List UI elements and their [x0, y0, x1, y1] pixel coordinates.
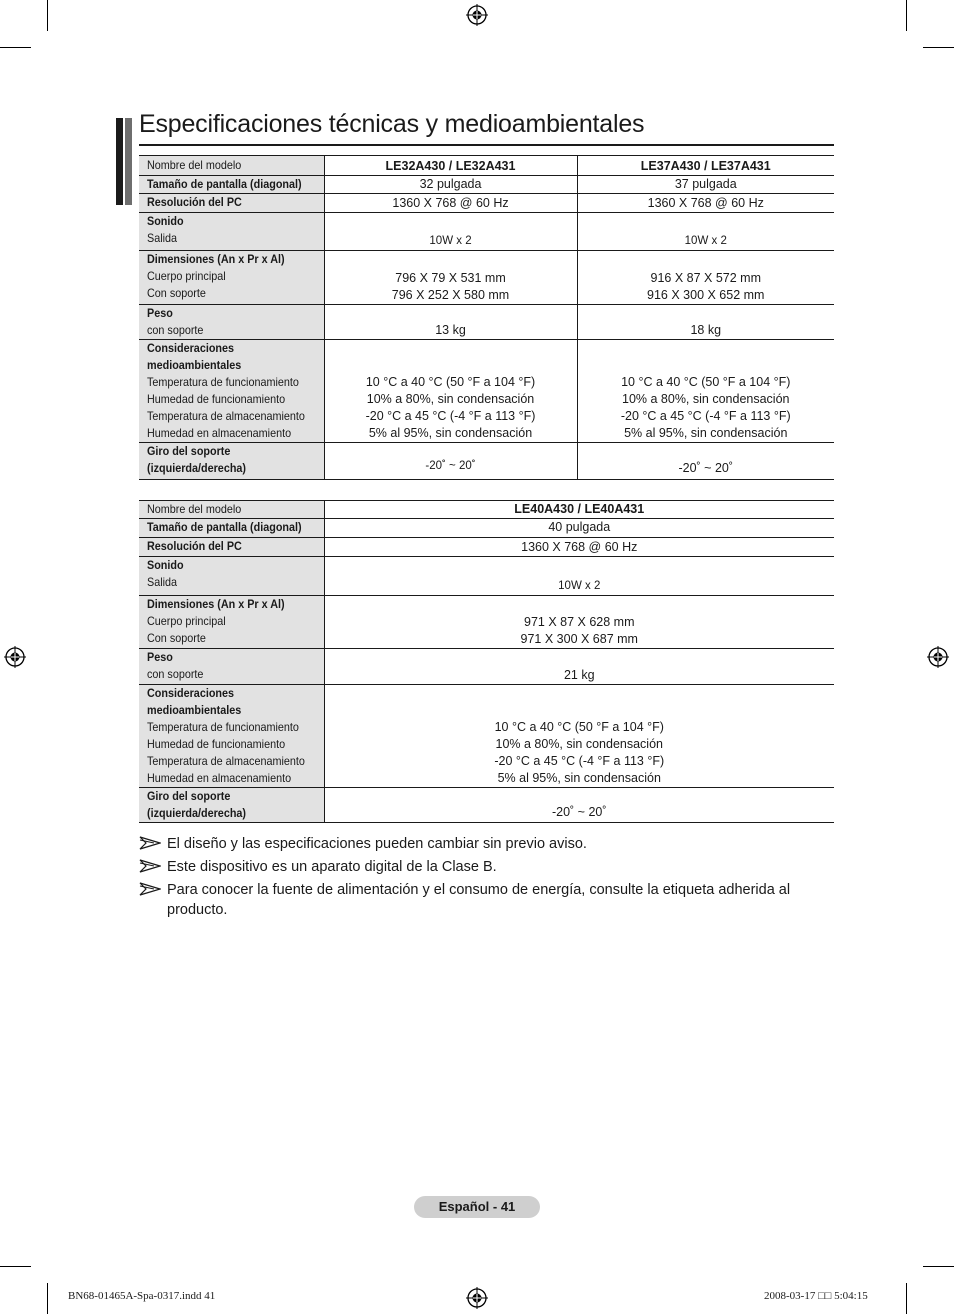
value-line: 5% al 95%, sin condensación [368, 426, 533, 440]
table-row [139, 649, 834, 685]
row-label-model: Nombre del modelo [147, 158, 242, 172]
row-label-swivel: (izquierda/derecha) [147, 806, 247, 820]
print-slug-file: BN68-01465A-Spa-0317.indd 41 [68, 1290, 216, 1302]
row-label-weight: Peso [147, 306, 173, 320]
row-label-screen-size: Tamaño de pantalla (diagonal) [147, 177, 302, 191]
table-row [139, 788, 834, 823]
row-sublabel: Temperatura de almacenamiento [147, 754, 305, 768]
value-line: 5% al 95%, sin condensación [624, 426, 788, 440]
value-line: 796 X 252 X 580 mm [391, 288, 510, 302]
row-label-pc-resolution: Resolución del PC [147, 539, 242, 553]
value-line: 796 X 79 X 531 mm [395, 271, 506, 285]
value-cell: 18 kg [577, 305, 834, 340]
row-label-model: Nombre del modelo [147, 502, 242, 516]
value-line: 10% a 80%, sin condensación [366, 392, 535, 406]
value-line: 10% a 80%, sin condensación [495, 737, 663, 751]
row-sublabel: Humedad de funcionamiento [147, 737, 286, 751]
row-label-environment: Consideraciones [147, 686, 235, 700]
value-cell: 32 pulgada [324, 176, 577, 194]
row-label-dimensions: Dimensiones (An x Pr x Al) [147, 597, 285, 611]
value-cell: 40 pulgada [324, 519, 834, 538]
table-row [139, 194, 834, 213]
table-row [139, 538, 834, 557]
row-label-swivel: Giro del soporte [147, 444, 231, 458]
value-line: 10 °C a 40 °C (50 °F a 104 °F) [621, 375, 791, 389]
table-row [139, 251, 834, 305]
row-sublabel: Humedad de funcionamiento [147, 392, 286, 406]
value-cell: 10W x 2 [324, 213, 577, 251]
registration-mark-icon [466, 1287, 488, 1309]
spec-table-1 [139, 155, 834, 480]
row-label-screen-size: Tamaño de pantalla (diagonal) [147, 520, 302, 534]
value-line: 10 °C a 40 °C (50 °F a 104 °F) [365, 375, 536, 389]
table-row [139, 156, 834, 176]
row-sublabel: Con soporte [147, 631, 206, 645]
table-row [139, 685, 834, 788]
arrow-icon [139, 859, 161, 879]
row-sublabel: Salida [147, 231, 178, 245]
value-line: 10% a 80%, sin condensación [622, 392, 790, 406]
table-row [139, 557, 834, 596]
crop-mark [0, 47, 31, 48]
value-cell: 1360 X 768 @ 60 Hz [324, 538, 834, 557]
value-line: 916 X 87 X 572 mm [650, 271, 761, 285]
value-cell: 10W x 2 [324, 557, 834, 596]
row-sublabel: Temperatura de funcionamiento [147, 720, 299, 734]
note-item [139, 857, 839, 877]
note-item [139, 834, 839, 854]
row-sublabel: Cuerpo principal [147, 614, 226, 628]
row-sublabel: Temperatura de funcionamiento [147, 375, 299, 389]
value-cell: 1360 X 768 @ 60 Hz [577, 194, 834, 213]
model-name-cell: LE32A430 / LE32A431 [324, 156, 577, 176]
registration-mark-icon [466, 4, 488, 26]
value-cell: -20˚ ~ 20˚ [324, 443, 577, 480]
table-row [139, 596, 834, 649]
model-name-cell: LE37A430 / LE37A431 [577, 156, 834, 176]
arrow-icon [139, 882, 161, 902]
value-line: 971 X 87 X 628 mm [524, 615, 635, 629]
crop-mark [906, 1283, 907, 1314]
value-cell: 10W x 2 [577, 213, 834, 251]
value-line: 5% al 95%, sin condensación [497, 771, 661, 785]
arrow-icon [139, 836, 161, 856]
crop-mark [47, 0, 48, 31]
table-row [139, 501, 834, 519]
row-label-swivel: Giro del soporte [147, 789, 231, 803]
spec-table-2 [139, 500, 834, 823]
title-accent-bars [116, 118, 132, 205]
row-sublabel: con soporte [147, 323, 204, 337]
row-label-sound: Sonido [147, 558, 184, 572]
title-rule [139, 144, 834, 146]
page-number-badge: Español - 41 [414, 1196, 540, 1218]
print-slug-date: 2008-03-17 □□ 5:04:15 [764, 1290, 868, 1302]
value-line: -20 °C a 45 °C (-4 °F a 113 °F) [365, 409, 536, 423]
value-line: 10 °C a 40 °C (50 °F a 104 °F) [494, 720, 664, 734]
crop-mark [0, 1266, 31, 1267]
value-cell: 13 kg [324, 305, 577, 340]
table-row [139, 176, 834, 194]
value-cell: 21 kg [324, 649, 834, 685]
note-text: El diseño y las especificaciones pueden cambiar sin previo aviso. [167, 836, 587, 852]
note-text: Este dispositivo es un aparato digital de la Clase B. [167, 859, 497, 875]
registration-mark-icon [927, 646, 949, 668]
value-cell: -20˚ ~ 20˚ [577, 443, 834, 480]
registration-mark-icon [4, 646, 26, 668]
row-sublabel: Humedad en almacenamiento [147, 426, 292, 440]
table-row [139, 213, 834, 251]
table-row [139, 443, 834, 480]
note-text: Para conocer la fuente de alimentación y el consumo de energía, consulte la etiqueta adherida al producto. [167, 882, 791, 918]
row-label-dimensions: Dimensiones (An x Pr x Al) [147, 252, 285, 266]
model-name-cell: LE40A430 / LE40A431 [324, 501, 834, 519]
crop-mark [923, 47, 954, 48]
value-line: 916 X 300 X 652 mm [647, 288, 765, 302]
row-sublabel: Temperatura de almacenamiento [147, 409, 305, 423]
crop-mark [923, 1266, 954, 1267]
value-cell: 1360 X 768 @ 60 Hz [324, 194, 577, 213]
row-label-environment: medioambientales [147, 358, 242, 372]
value-line: 971 X 300 X 687 mm [520, 632, 638, 646]
row-sublabel: Con soporte [147, 286, 206, 300]
row-label-swivel: (izquierda/derecha) [147, 461, 247, 475]
table-row [139, 340, 834, 443]
notes-list [139, 834, 839, 923]
value-line: -20 °C a 45 °C (-4 °F a 113 °F) [620, 409, 791, 423]
row-label-environment: Consideraciones [147, 341, 235, 355]
row-label-environment: medioambientales [147, 703, 242, 717]
crop-mark [47, 1283, 48, 1314]
row-label-sound: Sonido [147, 214, 184, 228]
value-cell: 37 pulgada [577, 176, 834, 194]
value-cell: -20˚ ~ 20˚ [324, 788, 834, 823]
row-label-weight: Peso [147, 650, 173, 664]
value-line: -20 °C a 45 °C (-4 °F a 113 °F) [494, 754, 665, 768]
crop-mark [906, 0, 907, 31]
row-sublabel: Salida [147, 575, 178, 589]
table-row [139, 305, 834, 340]
note-item [139, 880, 839, 920]
row-sublabel: Cuerpo principal [147, 269, 226, 283]
row-sublabel: con soporte [147, 667, 204, 681]
table-row [139, 519, 834, 538]
row-sublabel: Humedad en almacenamiento [147, 771, 292, 785]
page-title: Especificaciones técnicas y medioambientales [139, 110, 645, 138]
row-label-pc-resolution: Resolución del PC [147, 195, 242, 209]
